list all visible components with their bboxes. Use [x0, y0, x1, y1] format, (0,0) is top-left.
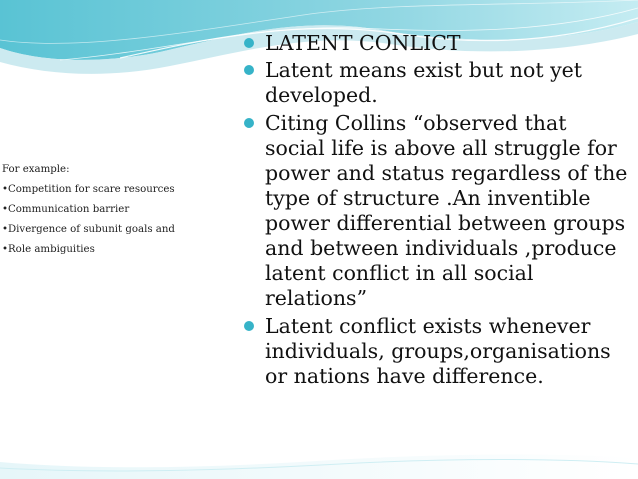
example-item: •Communication barrier — [2, 204, 130, 215]
bullet-item — [244, 111, 632, 311]
example-item: •Competition for scare resources — [2, 184, 175, 195]
bullet-dot-icon — [244, 118, 254, 128]
bullet-item — [244, 58, 632, 108]
bullet-item — [244, 31, 632, 56]
bullet-dot-icon — [244, 38, 254, 48]
bullet-dot-icon — [244, 321, 254, 331]
bullet-dot-icon — [244, 65, 254, 75]
example-panel — [2, 160, 202, 260]
bullet-text: Citing Collins “observed that social life is above all struggle for power and status regardless of the type of structure .An inventible power differential between groups and between individuals ,produce latent conflict in all social relations” — [265, 111, 628, 310]
bullet-text: Latent conflict exists whenever individuals, groups,organisations or nations have difference. — [265, 314, 611, 388]
bullet-text: LATENT CONLICT — [265, 31, 461, 55]
example-item: •Role ambiguities — [2, 244, 95, 255]
example-heading: For example: — [2, 164, 70, 175]
example-item: •Divergence of subunit goals and — [2, 224, 175, 235]
bullet-list — [244, 31, 632, 392]
bullet-item — [244, 314, 632, 389]
bullet-text: Latent means exist but not yet developed. — [265, 58, 583, 107]
